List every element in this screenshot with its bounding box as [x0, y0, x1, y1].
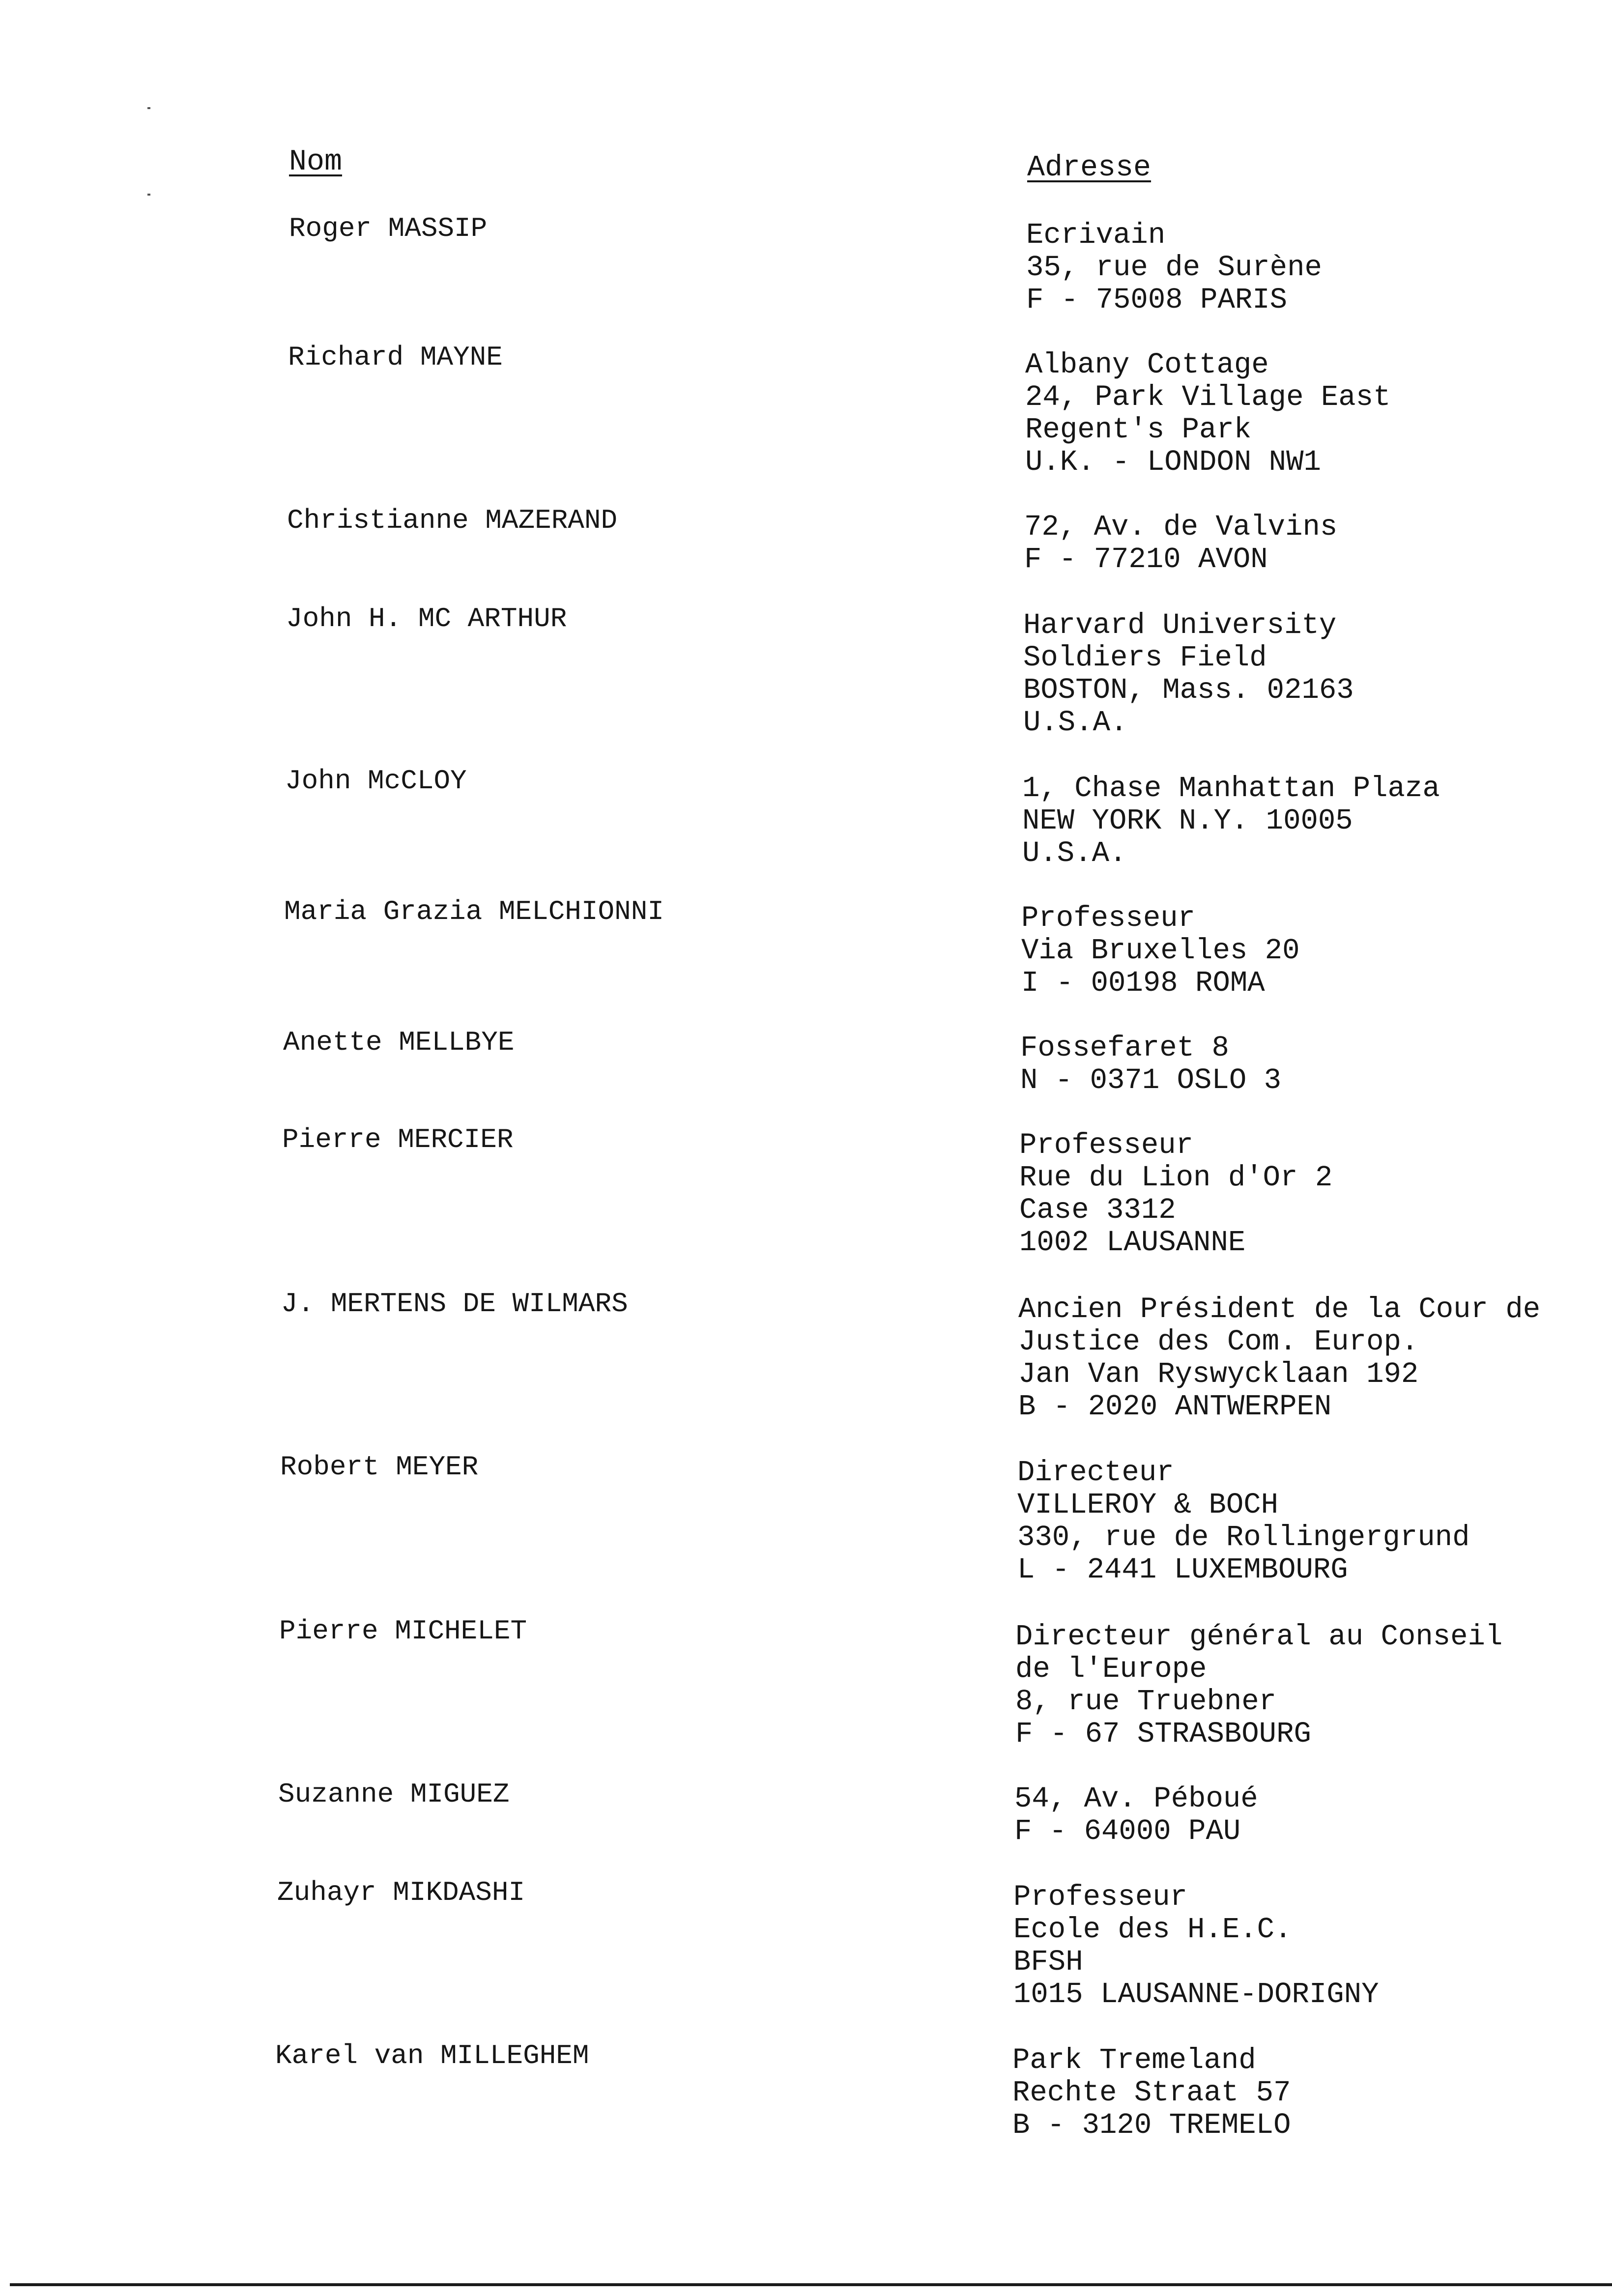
- entry-address: [1025, 349, 1391, 479]
- address-line: U.K. - LONDON NW1: [1025, 446, 1321, 479]
- entry-name: Karel van MILLEGHEM: [275, 2040, 589, 2071]
- entry-name: Pierre MERCIER: [282, 1124, 514, 1155]
- address-line: Professeur: [1013, 1881, 1188, 1914]
- address-line: L - 2441 LUXEMBOURG: [1017, 1553, 1348, 1586]
- page-bottom-rule: [10, 2283, 1612, 2286]
- address-line: B - 2020 ANTWERPEN: [1018, 1390, 1332, 1423]
- address-line: Ecrivain: [1026, 219, 1166, 252]
- entry-name: John H. MC ARTHUR: [286, 603, 567, 634]
- address-line: Directeur général au Conseil: [1015, 1620, 1503, 1653]
- address-line: 8, rue Truebner: [1015, 1685, 1277, 1718]
- address-line: Rechte Straat 57: [1012, 2076, 1291, 2109]
- address-line: Soldiers Field: [1023, 641, 1267, 674]
- entry-name: Anette MELLBYE: [283, 1027, 515, 1058]
- address-line: U.S.A.: [1022, 837, 1127, 870]
- entry-name: Suzanne MIGUEZ: [278, 1779, 510, 1810]
- address-line: F - 75008 PARIS: [1026, 284, 1288, 316]
- address-line: 1002 LAUSANNE: [1019, 1226, 1246, 1259]
- address-line: Directeur: [1017, 1456, 1174, 1489]
- entry-address: [1017, 1457, 1470, 1586]
- entry-name: Robert MEYER: [280, 1451, 479, 1483]
- entry-name: Zuhayr MIKDASHI: [277, 1877, 525, 1908]
- address-line: N - 0371 OSLO 3: [1020, 1064, 1282, 1097]
- entry-address: [1014, 1783, 1258, 1848]
- address-line: Fossefaret 8: [1020, 1032, 1229, 1064]
- address-line: Ancien Président de la Cour de: [1018, 1293, 1541, 1326]
- entry-address: [1019, 1129, 1332, 1259]
- address-line: NEW YORK N.Y. 10005: [1022, 804, 1353, 837]
- margin-mark: [147, 194, 150, 196]
- address-column-header: Adresse: [1027, 151, 1151, 185]
- address-line: de l'Europe: [1015, 1653, 1207, 1686]
- address-line: F - 77210 AVON: [1024, 543, 1268, 576]
- entry-address: [1023, 609, 1354, 739]
- address-line: Rue du Lion d'Or 2: [1019, 1161, 1333, 1194]
- entry-name: Christianne MAZERAND: [287, 505, 618, 536]
- address-line: BFSH: [1013, 1946, 1083, 1979]
- address-line: I - 00198 ROMA: [1021, 967, 1265, 1000]
- address-line: Professeur: [1021, 902, 1196, 935]
- address-line: 54, Av. Péboué: [1014, 1782, 1258, 1815]
- address-line: VILLEROY & BOCH: [1017, 1489, 1279, 1521]
- entry-address: [1026, 219, 1322, 316]
- address-line: Via Bruxelles 20: [1021, 934, 1300, 967]
- address-line: Park Tremeland: [1012, 2044, 1256, 2077]
- entry-address: [1022, 773, 1440, 870]
- entry-name: Maria Grazia MELCHIONNI: [284, 896, 664, 927]
- address-line: Ecole des H.E.C.: [1013, 1913, 1292, 1946]
- address-line: 24, Park Village East: [1025, 381, 1391, 414]
- entry-address: [1018, 1293, 1540, 1423]
- address-line: 1015 LAUSANNE-DORIGNY: [1013, 1978, 1379, 2011]
- address-line: 330, rue de Rollingergrund: [1017, 1521, 1470, 1554]
- address-line: 35, rue de Surène: [1026, 251, 1322, 284]
- address-line: Harvard University: [1023, 609, 1337, 642]
- entry-name: Richard MAYNE: [288, 342, 503, 373]
- address-line: F - 67 STRASBOURG: [1015, 1718, 1311, 1751]
- address-line: Justice des Com. Europ.: [1018, 1325, 1419, 1358]
- address-line: Case 3312: [1019, 1194, 1176, 1227]
- address-line: Professeur: [1019, 1129, 1194, 1162]
- entry-name: J. MERTENS DE WILMARS: [281, 1288, 628, 1320]
- entry-address: [1020, 1032, 1281, 1097]
- entry-address: [1012, 2044, 1291, 2142]
- entry-name: Roger MASSIP: [289, 213, 488, 244]
- entry-name: Pierre MICHELET: [279, 1615, 527, 1647]
- address-line: U.S.A.: [1023, 706, 1128, 739]
- address-line: 1, Chase Manhattan Plaza: [1022, 772, 1440, 805]
- address-line: BOSTON, Mass. 02163: [1023, 674, 1354, 707]
- entry-name: John McCLOY: [285, 765, 467, 797]
- entry-address: [1021, 902, 1300, 1000]
- address-line: Albany Cottage: [1025, 348, 1269, 381]
- address-line: Jan Van Ryswycklaan 192: [1018, 1358, 1419, 1391]
- entry-address: [1024, 511, 1337, 576]
- address-line: B - 3120 TREMELO: [1012, 2109, 1291, 2142]
- address-line: 72, Av. de Valvins: [1024, 511, 1338, 544]
- name-column-header: Nom: [289, 145, 343, 179]
- address-line: F - 64000 PAU: [1014, 1815, 1241, 1848]
- address-line: Regent's Park: [1025, 413, 1252, 446]
- margin-mark: [147, 107, 150, 109]
- entry-address: [1015, 1621, 1502, 1751]
- entry-address: [1013, 1881, 1379, 2011]
